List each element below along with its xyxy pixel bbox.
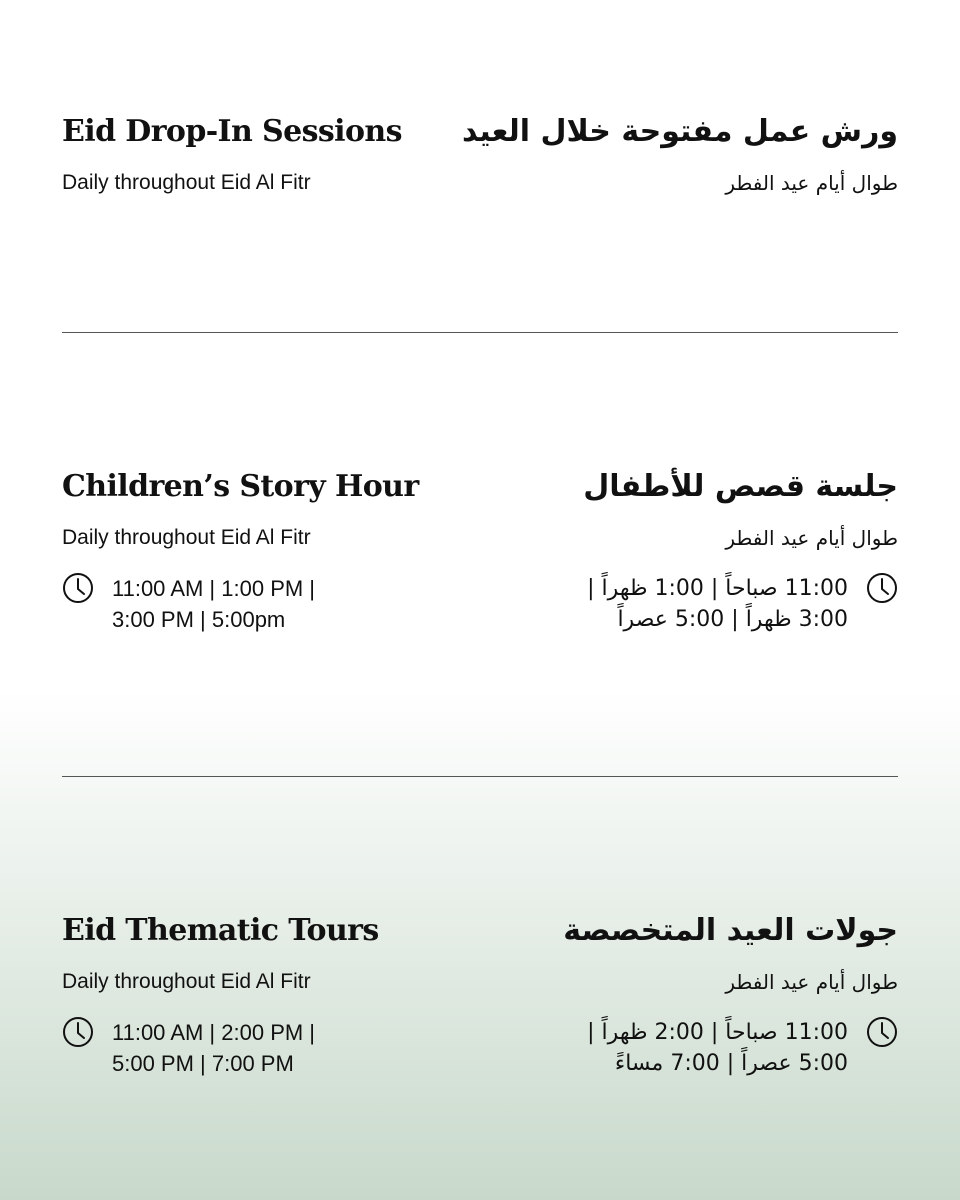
section-title-ar: ورش عمل مفتوحة خلال العيد bbox=[462, 114, 898, 149]
schedule-times-ar bbox=[498, 572, 898, 635]
schedule-times-ar bbox=[498, 1016, 898, 1079]
section-title-en: Eid Thematic Tours bbox=[62, 913, 379, 948]
time-line: 3:00 PM | 5:00pm bbox=[112, 607, 286, 632]
time-line: 5:00 PM | 7:00 PM bbox=[112, 1051, 294, 1076]
time-line: 11:00 AM | 2:00 PM | bbox=[112, 1020, 316, 1045]
section-subtitle-ar: طوال أيام عيد الفطر bbox=[725, 526, 898, 550]
english-column bbox=[62, 911, 482, 1079]
section-divider bbox=[62, 332, 898, 333]
section-title-en: Children’s Story Hour bbox=[62, 469, 419, 504]
clock-icon bbox=[866, 1016, 898, 1048]
section-subtitle-en: Daily throughout Eid Al Fitr bbox=[62, 970, 311, 993]
time-line: 11:00 صباحاً | 1:00 ظهراً | bbox=[587, 576, 848, 601]
clock-icon bbox=[62, 572, 94, 604]
section-subtitle-ar: طوال أيام عيد الفطر bbox=[725, 970, 898, 994]
time-lines-ar bbox=[587, 1017, 848, 1079]
clock-icon bbox=[62, 1016, 94, 1048]
schedule-times-en bbox=[62, 572, 482, 635]
english-column bbox=[62, 467, 482, 635]
section-subtitle-ar: طوال أيام عيد الفطر bbox=[725, 171, 898, 195]
section-title-ar: جولات العيد المتخصصة bbox=[563, 913, 898, 948]
section-subtitle-en: Daily throughout Eid Al Fitr bbox=[62, 526, 311, 549]
section-divider bbox=[62, 776, 898, 777]
schedule-times-en bbox=[62, 1016, 482, 1079]
time-lines-en bbox=[112, 573, 315, 635]
section-title-ar: جلسة قصص للأطفال bbox=[583, 469, 898, 504]
section-subtitle-en: Daily throughout Eid Al Fitr bbox=[62, 171, 311, 194]
section-title-en: Eid Drop-In Sessions bbox=[62, 114, 402, 149]
arabic-column bbox=[498, 911, 898, 1079]
clock-icon bbox=[866, 572, 898, 604]
arabic-column bbox=[498, 467, 898, 635]
time-line: 3:00 ظهراً | 5:00 عصراً bbox=[617, 607, 848, 632]
arabic-column bbox=[462, 112, 898, 197]
time-line: 11:00 صباحاً | 2:00 ظهراً | bbox=[587, 1020, 848, 1045]
english-column bbox=[62, 112, 482, 197]
time-lines-en bbox=[112, 1017, 315, 1079]
time-line: 11:00 AM | 1:00 PM | bbox=[112, 576, 316, 601]
time-lines-ar bbox=[587, 573, 848, 635]
time-line: 5:00 عصراً | 7:00 مساءً bbox=[614, 1051, 848, 1076]
